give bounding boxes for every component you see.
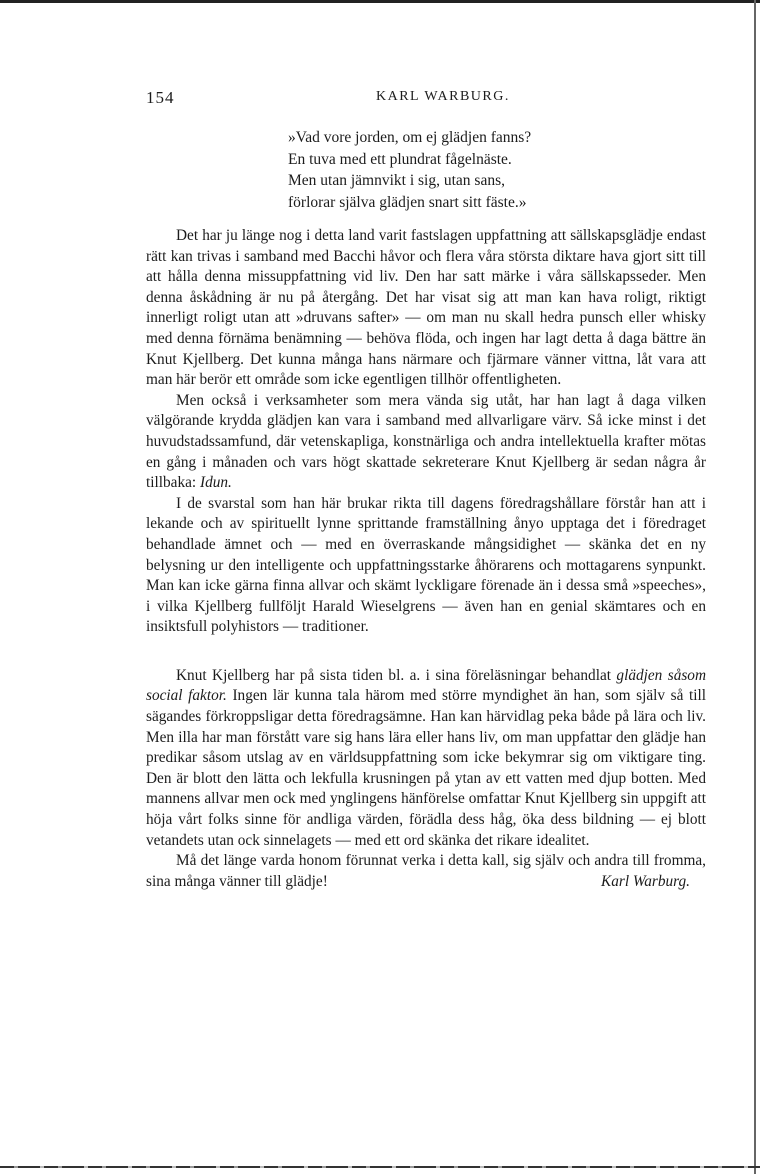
paragraph-5-text: Må det länge varda honom förunnat verka i detta kall, sig själv och andra till fromma, sina många vänner till glädje!	[146, 852, 706, 890]
verse-stanza	[288, 127, 618, 213]
scan-top-edge	[0, 0, 760, 3]
paragraph-4-text-before: Knut Kjellberg har på sista tiden bl. a. i sina föreläsningar behandlat	[176, 666, 611, 684]
page-number: 154	[146, 88, 175, 107]
scan-bottom-edge	[0, 1166, 760, 1168]
paragraph-5	[146, 851, 706, 892]
paragraph-2-italic: Idun.	[199, 474, 232, 492]
running-head	[146, 88, 706, 112]
verse-line: förlorar själva glädjen snart sitt fäste.»	[288, 193, 527, 211]
verse-line: Men utan jämnvikt i sig, utan sans,	[288, 172, 505, 189]
paragraph-2-text: Men också i verksamheter som mera vända sig utåt, har han lagt å daga vilken välgörande krydda glädjen kan vara i samband med allvarligare värv. Så icke minst i det huvudstadssamfund, där vetenskapliga, konstnärliga och andra intellektuella krafter mötas en gång i månaden och vars högt skattade sekreterare Knut Kjellberg är sedan några år tillbaka:	[146, 391, 706, 492]
paragraph-4-italic: glädjen såsom social faktor.	[146, 666, 706, 705]
paragraph-3: I de svarstal som han här brukar rikta till dagens föredragshållare förstår han att i lekande och av spirituellt lynne sprittande framställning ånyo upptaga det i föredraget behandlade ämnet och — med en överraskande mångsidighet — skänka det en ny belysning ur den intelligente och uppfattningsstarke åhörarens och mottagarens synpunkt. Man kan icke gärna finna allvar och skämt lyckligare förenade än i dessa små »speeches», i vilka Kjellberg fullföljt Harald Wieselgrens — även han en genial skämtares och en insiktsfull polyhistors — traditioner.	[146, 494, 706, 636]
paragraph-1: Det har ju länge nog i detta land varit fastslagen uppfattning att sällskapsglädje endast rätt kan trivas i samband med Bacchi håvor och flera våra största diktare hava gjort sitt till att hålla denna missuppfattning vid liv. Den har satt märke i våra sällskapsseder. Men denna åskådning är nu på återgång. Det har visat sig att man kan hava roligt, riktigt innerligt roligt utan att »druvans safter» — om man nu skall hedra punsch eller whisky med denna förnäma benämning — behöva flöda, och ingen har lagt detta å daga bättre än Knut Kjellberg. Det kunna många hans närmare och fjärmare vänner vittna, låt vara att man här berör ett område som icke egentligen tillhör offentligheten.	[146, 227, 706, 389]
signature: Karl Warburg.	[601, 872, 690, 890]
paragraph-2	[146, 391, 706, 494]
body-text	[146, 226, 706, 892]
paragraph-4-text-after: Ingen lär kunna tala härom med större myndighet än han, som själv så till sägandes förkroppsligar detta föredragsämne. Han kan härvidlag peka både på lära och liv. Men illa har man förstått vare sig hans lära eller hans liv, om man uppfattar den glädje han predikar såsom utslag av en världsuppfattning som icke bekymrar sig om viktigare ting. Den är blott den lätta och lekfulla krusningen på ytan av ett vatten med djup botten. Med mannens allvar men ock med ynglingens hänförelse omfattar Knut Kjellberg sin uppgift att höja vårt folks sinne för andliga värden, förädla dess håg, öka dess bildning — ej blott vetandets utan ock sinnelagets — med ett ord skänka det rikare idealitet.	[146, 687, 707, 849]
section-gap	[146, 638, 706, 666]
scan-right-edge	[754, 0, 756, 1174]
verse-line: En tuva med ett plundrat fågelnäste.	[288, 150, 512, 168]
running-title: KARL WARBURG.	[376, 89, 510, 104]
verse-line: »Vad vore jorden, om ej glädjen fanns?	[288, 129, 532, 146]
paragraph-4	[146, 666, 706, 851]
